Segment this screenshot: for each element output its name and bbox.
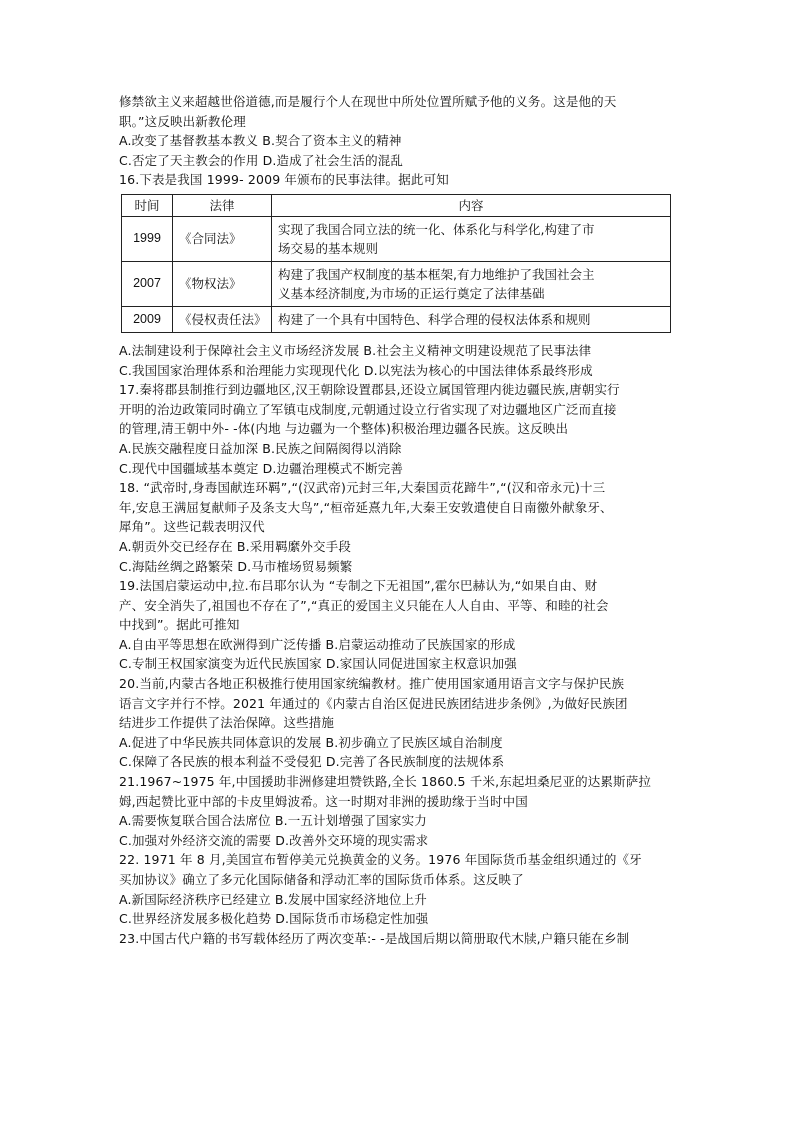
question-18-stem: 18. “武帝时,身毒国献连环羁”,“(汉武帝)元封三年,大秦国贡花蹄牛”,“(汉和帝永元)十三 [119,480,606,496]
question-15-continued [119,92,679,170]
question-22-stem: 22. 1971 年 8 月,美国宣布暂停美元兑换黄金的义务。1976 年国际货币基金组织通过的《牙 [119,852,642,868]
civil-law-table [121,194,671,333]
cell-law: 《合同法》 [173,216,272,261]
cell-content-line: 场交易的基本规则 [278,240,379,256]
cell-year: 2009 [122,306,173,332]
exam-page [119,92,679,948]
table-row [122,216,671,261]
option-line: A.自由平等思想在欧洲得到广泛传播 B.启蒙运动推动了民族国家的形成 [119,636,516,652]
option-line: C.加强对外经济交流的需要 D.改善外交环境的现实需求 [119,832,429,848]
question-23-stem: 23.中国古代户籍的书写载体经历了两次变革:- -是战国后期以简册取代木牍,户籍只能在乡制 [119,930,630,946]
option-line: A.新国际经济秩序已经建立 B.发展中国家经济地位上升 [119,891,427,907]
option-line: C.我国国家治理体系和治理能力实现现代化 D.以宪法为核心的中国法律体系最终形成 [119,362,593,378]
option-line: C.世界经济发展多极化趋势 D.国际货币市场稳定性加强 [119,911,429,927]
question-17-stem: 17.秦将郡县制推行到边疆地区,汉王朝除设置郡县,还设立属国管理内徙边疆民族,唐朝实行 [119,382,620,398]
question-body [119,341,679,948]
text-line: 姆,西起赞比亚中部的卡皮里姆波希。这一时期对非洲的援助缘于当时中国 [119,793,528,809]
option-line: A.促进了中华民族共同体意识的发展 B.初步确立了民族区域自治制度 [119,734,503,750]
cell-content-line: 义基本经济制度,为市场的正运行奠定了法律基础 [278,285,545,301]
option-line: C.否定了天主教会的作用 D.造成了社会生活的混乱 [119,152,404,168]
table-row [122,261,671,306]
option-line: C.现代中国疆域基本奠定 D.边疆治理模式不断完善 [119,460,404,476]
text-line: 年,安息王满屈复献师子及条支大鸟”,“桓帝延熹九年,大秦王安敦遣使自日南徼外献象牙、 [119,499,613,515]
cell-content [272,261,671,306]
option-line: A.朝贡外交已经存在 B.采用羁縻外交手段 [119,538,351,554]
table-header-row [122,194,671,216]
header-content: 内容 [272,194,671,216]
text-line: 开明的治边政策同时确立了军镇屯戍制度,元朝通过设立行省实现了对边疆地区广泛而直接 [119,401,617,417]
header-law: 法律 [173,194,272,216]
cell-law: 《侵权责任法》 [173,306,272,332]
text-line: 职。”这反映出新教伦理 [119,113,246,129]
option-line: C.专制王权国家演变为近代民族国家 D.家国认同促进国家主权意识加强 [119,656,517,672]
question-16-stem: 16.下表是我国 1999- 2009 年颁布的民事法律。据此可知 [119,172,449,188]
text-line: 产、安全消失了,祖国也不存在了”,“真正的爱国主义只能在人人自由、平等、和睦的社会 [119,597,609,613]
option-line: C.海陆丝绸之路繁荣 D.马市榷场贸易频繁 [119,558,353,574]
question-19-stem: 19.法国启蒙运动中,拉.布吕耶尔认为 “专制之下无祖国”,霍尔巴赫认为,“如果自由、财 [119,578,598,594]
text-line: 结进步工作提供了法治保障。这些措施 [119,715,335,731]
option-line: A.民族交融程度日益加深 B.民族之间隔阂得以消除 [119,440,402,456]
option-line: C.保障了各民族的根本利益不受侵犯 D.完善了各民族制度的法规体系 [119,754,505,770]
option-line: A.法制建设利于保障社会主义市场经济发展 B.社会主义精神文明建设规范了民事法律 [119,342,592,358]
question-21-stem: 21.1967~1975 年,中国援助非洲修建坦赞铁路,全长 1860.5 千米,东起坦桑尼亚的达累斯萨拉 [119,774,652,790]
cell-content-line: 构建了我国产权制度的基本框架,有力地维护了我国社会主 [278,266,595,282]
header-time: 时间 [122,194,173,216]
table-row [122,306,671,332]
option-line: A.需要恢复联合国合法席位 B.一五计划增强了国家实力 [119,813,427,829]
question-20-stem: 20.当前,内蒙古各地正积极推行使用国家统编教材。推广使用国家通用语言文字与保护民族 [119,676,625,692]
text-line: 修禁欲主义来超越世俗道德,而是履行个人在现世中所处位置所赋予他的义务。这是他的天 [119,94,617,109]
cell-content [272,216,671,261]
text-line: 犀角”。这些记载表明汉代 [119,519,265,535]
option-line: A.改变了基督教基本教义 B.契合了资本主义的精神 [119,133,402,149]
text-line: 买加协议》确立了多元化国际储备和浮动汇率的国际货币体系。这反映了 [119,872,524,887]
cell-year: 1999 [122,216,173,261]
cell-year: 2007 [122,261,173,306]
text-line: 中找到”。据此可推知 [119,617,240,633]
cell-content-line: 实现了我国合同立法的统一化、体系化与科学化,构建了市 [278,221,595,237]
text-line: 的管理,清王朝中外- -体(内地 与边疆为一个整体)积极治理边疆各民族。这反映出 [119,421,569,437]
cell-law: 《物权法》 [173,261,272,306]
text-line: 语言文字并行不悖。2021 年通过的《内蒙古自治区促进民族团结进步条例》,为做好民族团 [119,695,628,711]
cell-content: 构建了一个具有中国特色、科学合理的侵权法体系和规则 [272,306,671,332]
